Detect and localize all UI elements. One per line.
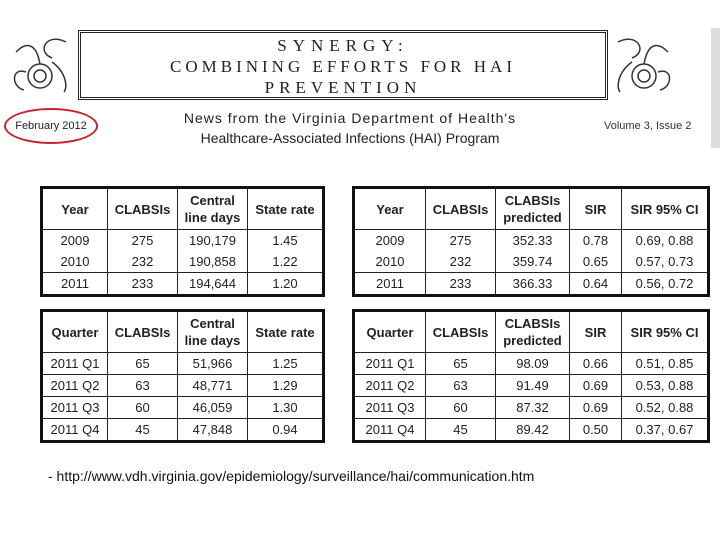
source-url: - http://www.vdh.virginia.gov/epidemiology/surveillance/hai/communication.htm xyxy=(48,468,535,484)
table-cell: 1.25 xyxy=(248,353,324,375)
table-row xyxy=(42,419,324,442)
table-cell: 47,848 xyxy=(178,419,248,442)
header-row xyxy=(354,311,709,353)
table-cell: 0.57, 0.73 xyxy=(622,251,709,273)
masthead-line-2: COMBINING EFFORTS FOR HAI xyxy=(170,57,516,76)
annual-sir-table xyxy=(352,186,710,297)
table-cell: 1.20 xyxy=(248,273,324,296)
table-cell: 63 xyxy=(426,375,496,397)
column-header: Year xyxy=(42,188,108,230)
column-header: SIR xyxy=(570,188,622,230)
column-header: CLABSIs predicted xyxy=(496,311,570,353)
table-cell: 45 xyxy=(426,419,496,442)
column-header: CLABSIs predicted xyxy=(496,188,570,230)
table-cell: 87.32 xyxy=(496,397,570,419)
table-cell: 275 xyxy=(426,230,496,252)
table-cell: 366.33 xyxy=(496,273,570,296)
table-cell: 98.09 xyxy=(496,353,570,375)
newsletter-masthead xyxy=(78,30,608,100)
table-cell: 232 xyxy=(426,251,496,273)
table-cell: 0.53, 0.88 xyxy=(622,375,709,397)
column-header: CLABSIs xyxy=(426,311,496,353)
quarterly-rate-table xyxy=(40,309,325,443)
table-row xyxy=(42,273,324,296)
table-row xyxy=(42,353,324,375)
table-cell: 1.22 xyxy=(248,251,324,273)
table-cell: 2011 xyxy=(42,273,108,296)
table-cell: 0.66 xyxy=(570,353,622,375)
table-cell: 0.69 xyxy=(570,375,622,397)
table-cell: 89.42 xyxy=(496,419,570,442)
table-cell: 352.33 xyxy=(496,230,570,252)
table-row xyxy=(42,375,324,397)
column-header: SIR 95% CI xyxy=(622,188,709,230)
rate-tables-column xyxy=(40,186,325,443)
table-cell: 60 xyxy=(108,397,178,419)
table-cell: 0.37, 0.67 xyxy=(622,419,709,442)
table-cell: 65 xyxy=(426,353,496,375)
table-cell: 91.49 xyxy=(496,375,570,397)
table-row xyxy=(42,230,324,252)
table-cell: 233 xyxy=(108,273,178,296)
column-header: CLABSIs xyxy=(108,311,178,353)
header-row xyxy=(354,188,709,230)
subtitle-line-2: Healthcare-Associated Infections (HAI) Program xyxy=(200,130,500,146)
issue-date-circled: February 2012 xyxy=(4,108,98,144)
table-row xyxy=(354,375,709,397)
table-cell: 1.30 xyxy=(248,397,324,419)
table-cell: 2011 Q4 xyxy=(354,419,426,442)
column-header: Central line days xyxy=(178,188,248,230)
table-cell: 51,966 xyxy=(178,353,248,375)
table-cell: 2009 xyxy=(354,230,426,252)
quarterly-sir-table xyxy=(352,309,710,443)
column-header: SIR 95% CI xyxy=(622,311,709,353)
column-header: CLABSIs xyxy=(426,188,496,230)
scrollbar-edge xyxy=(711,28,720,148)
table-cell: 2011 Q2 xyxy=(42,375,108,397)
table-row xyxy=(42,251,324,273)
header-row xyxy=(42,188,324,230)
table-cell: 233 xyxy=(426,273,496,296)
column-header: Central line days xyxy=(178,311,248,353)
table-cell: 48,771 xyxy=(178,375,248,397)
sir-tables-column xyxy=(352,186,710,443)
volume-issue: Volume 3, Issue 2 xyxy=(604,120,692,132)
masthead-line-1: SYNERGY: xyxy=(277,36,409,55)
column-header: SIR xyxy=(570,311,622,353)
table-cell: 275 xyxy=(108,230,178,252)
table-cell: 2011 Q4 xyxy=(42,419,108,442)
table-row xyxy=(354,397,709,419)
table-cell: 2011 Q2 xyxy=(354,375,426,397)
table-row xyxy=(354,353,709,375)
annual-rate-table xyxy=(40,186,325,297)
table-cell: 1.45 xyxy=(248,230,324,252)
table-cell: 2010 xyxy=(42,251,108,273)
table-cell: 60 xyxy=(426,397,496,419)
table-cell: 46,059 xyxy=(178,397,248,419)
table-cell: 2011 Q3 xyxy=(354,397,426,419)
table-cell: 2011 Q3 xyxy=(42,397,108,419)
right-ornament-icon xyxy=(612,32,678,96)
table-cell: 0.65 xyxy=(570,251,622,273)
column-header: CLABSIs xyxy=(108,188,178,230)
table-cell: 359.74 xyxy=(496,251,570,273)
table-cell: 2009 xyxy=(42,230,108,252)
table-cell: 2011 Q1 xyxy=(42,353,108,375)
table-cell: 0.69 xyxy=(570,397,622,419)
left-ornament-icon xyxy=(6,32,72,96)
masthead-line-3: PREVENTION xyxy=(264,78,422,97)
column-header: Year xyxy=(354,188,426,230)
table-cell: 63 xyxy=(108,375,178,397)
table-row xyxy=(354,251,709,273)
column-header: State rate xyxy=(248,311,324,353)
table-row xyxy=(354,273,709,296)
subtitle-line-1: News from the Virginia Department of Health's xyxy=(183,110,517,126)
header-row xyxy=(42,311,324,353)
table-cell: 0.52, 0.88 xyxy=(622,397,709,419)
table-row xyxy=(354,230,709,252)
column-header: Quarter xyxy=(354,311,426,353)
table-cell: 2011 xyxy=(354,273,426,296)
table-cell: 194,644 xyxy=(178,273,248,296)
table-row xyxy=(354,419,709,442)
table-cell: 2011 Q1 xyxy=(354,353,426,375)
table-cell: 0.64 xyxy=(570,273,622,296)
table-cell: 45 xyxy=(108,419,178,442)
table-cell: 0.94 xyxy=(248,419,324,442)
table-cell: 190,179 xyxy=(178,230,248,252)
table-cell: 1.29 xyxy=(248,375,324,397)
table-cell: 65 xyxy=(108,353,178,375)
table-cell: 232 xyxy=(108,251,178,273)
table-cell: 0.50 xyxy=(570,419,622,442)
table-cell: 2010 xyxy=(354,251,426,273)
column-header: State rate xyxy=(248,188,324,230)
table-cell: 190,858 xyxy=(178,251,248,273)
table-cell: 0.51, 0.85 xyxy=(622,353,709,375)
table-row xyxy=(42,397,324,419)
table-cell: 0.56, 0.72 xyxy=(622,273,709,296)
column-header: Quarter xyxy=(42,311,108,353)
newsletter-subtitle xyxy=(140,108,560,148)
table-cell: 0.78 xyxy=(570,230,622,252)
table-cell: 0.69, 0.88 xyxy=(622,230,709,252)
